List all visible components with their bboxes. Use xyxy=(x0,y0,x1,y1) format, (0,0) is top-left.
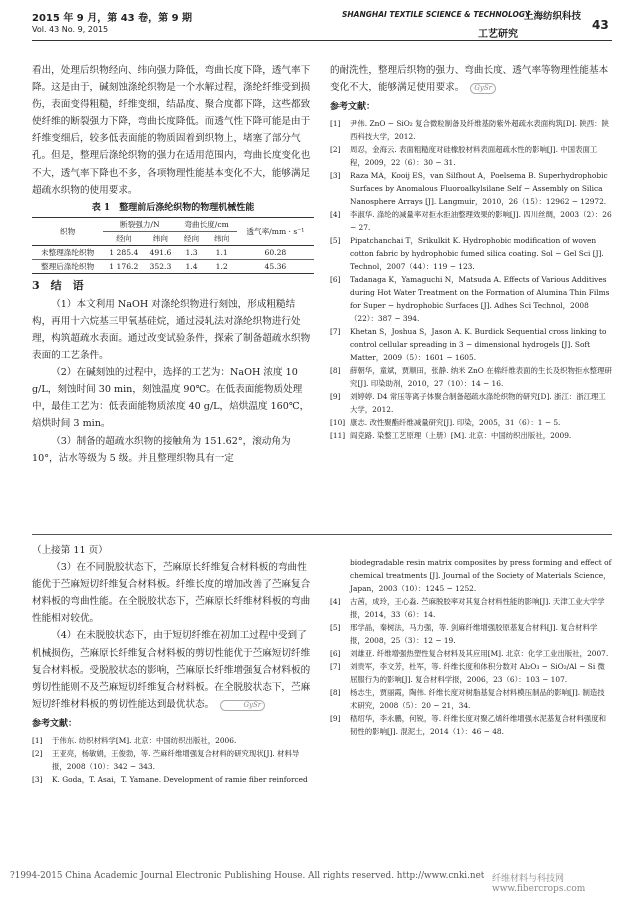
reference-list xyxy=(32,734,314,786)
th-warp: 经向 xyxy=(183,233,200,243)
ref-number: [3] xyxy=(330,171,341,181)
cell-value: 1.1 xyxy=(215,247,228,257)
reference-item xyxy=(330,647,612,660)
reference-item xyxy=(330,556,612,595)
section-title: 3 结 语 xyxy=(32,278,84,292)
ref-number: [9] xyxy=(330,714,341,723)
reference-item xyxy=(330,712,612,738)
reference-item xyxy=(330,416,612,429)
ref-text: 李淑华. 涤纶的减量率对拒水拒油整理效果的影响[J]. 四川丝绸，2003（2）：26 − 27. xyxy=(350,210,612,233)
ref-text: 邢学晶，秦树法，马力强，等. 剑麻纤维增强胶原基复合材料[J]. 复合材料学报，2008，25（3）：12 − 19. xyxy=(350,623,598,645)
lower-right-column xyxy=(330,556,612,738)
reference-item xyxy=(32,747,314,773)
cell-value: 1.4 xyxy=(185,261,198,271)
references-title: 参考文献： xyxy=(330,102,376,113)
reference-item xyxy=(330,621,612,647)
body-paragraph: 看出，处理后织物经向、纬向强力降低，弯曲长度下降，透气率下降。这是由于，碱刻蚀涤纶织物是一个水解过程，涤纶纤维受到损伤，表面变得粗糙，纤维变细，结晶度、聚合度都下降，这些都致使纤维的断裂强力下降，弯曲长度降低。而透气性下降可能是由于纤维变细后，较多低表面能的物质固着到织物上，堵塞了部分气孔。但是，整理后涤纶织物的强力在适用范围内，弯曲长度变化也不大，透气率下降也不多，各项物理性能基本变化不大，能够满足超疏水织物的使用要求。 xyxy=(32,65,311,196)
th-strength: 断裂强力/N xyxy=(103,217,176,231)
reference-item xyxy=(330,234,612,273)
reference-item xyxy=(330,390,612,416)
section-label: 工艺研究 xyxy=(478,29,518,40)
reference-item xyxy=(330,364,612,390)
cell-value: 1 285.4 xyxy=(109,247,139,257)
ref-text: Raza MA，Kooij ES，van Silfhout A，Poelsema B. Superhydrophobic Surfaces by Anomalous Fluoroalkylsilane Self − Assembly on Silica Nanosphere Arrays [J]. Langmuir，2010，26（15）：12962 − 12972. xyxy=(350,171,608,207)
ref-number xyxy=(330,556,350,595)
header-rule xyxy=(32,40,612,41)
th-weft: 纬向 xyxy=(214,233,230,243)
reference-item xyxy=(32,773,314,786)
watermark-text: 纤维材料与科技网 www.fibercrops.com xyxy=(492,874,586,894)
ref-text: Tadanaga K，Yamaguchi N，Matsuda A. Effects of Various Additives during Hot Water Treatment on the Formation of Alumina Thin Films for Super − hydrophobic Surfaces [J]. Adhes Sci Technol，2008（22）：387 − 394. xyxy=(350,275,610,324)
ref-number: [2] xyxy=(330,145,341,155)
reference-item xyxy=(330,429,612,442)
th-warp: 经向 xyxy=(116,233,132,243)
body-text: （4）在未脱胶状态下，由于短切纤维在初加工过程中受到了机械损伤，苎麻原长纤维复合材料板的剪切性能优于苎麻短切纤维复合材料板。受脱胶状态的影响，苎麻原长纤维增强复合材料板的剪切性能则不及苎麻短切纤维复合材料板。在全脱胶状态下，苎麻短切纤维材料板的剪切性能达到最优状态。 xyxy=(32,630,311,710)
ref-text: 嵇绍华，李永鹏，何锐，等. 纤维长度对聚乙烯纤维增强水泥基复合材料强度和韧性的影响[J]. 混泥土，2014（1）：46 − 48. xyxy=(350,714,606,736)
body-paragraph xyxy=(330,62,612,96)
cell-value: 45.36 xyxy=(264,261,287,271)
reference-item xyxy=(330,660,612,686)
ref-text: 古茜，成玲，王心淼. 苎麻脱胶率对其复合材料性能的影响[J]. 天津工业大学学报，2014，33（6）：14. xyxy=(350,597,605,619)
reference-item xyxy=(330,169,612,208)
reference-list xyxy=(330,117,612,442)
ref-text: 杨志生，贾丽霞，陶伟. 纤维长度对树脂基复合材料模压制品的影响[J]. 制造技术研究，2008（5）：20 − 21，34. xyxy=(350,688,605,710)
cell-name: 未整理涤纶织物 xyxy=(41,247,95,257)
journal-en: SHANGHAI TEXTILE SCIENCE & TECHNOLOGY xyxy=(342,10,531,19)
ref-text: 刘贵军，李文芳，杜军，等. 纤维长度和体积分数对 Al₂O₃ − SiO₂/Al − Si 微屈服行为的影响[J]. 复合材料学报，2006，23（6）：103 − 107. xyxy=(350,662,605,684)
running-header xyxy=(32,6,612,40)
reference-item xyxy=(330,325,612,364)
ref-number: [3] xyxy=(32,774,43,784)
reference-item xyxy=(330,595,612,621)
journal-logo: GySr xyxy=(220,700,265,711)
ref-number: [9] xyxy=(330,392,341,402)
th-fabric: 织物 xyxy=(32,217,103,245)
lower-left-column xyxy=(32,542,314,786)
ref-text: Khetan S，Joshua S，Jason A. K. Burdick Sequential cross linking to control cellular spreading in 3 − dimensional hydrogels [J]. Soft Matter，2009（5）：1601 − 1605. xyxy=(350,327,607,363)
references-title: 参考文献： xyxy=(32,718,78,729)
ref-text: 薛朝华，童斌，贾顺田，张静. 纳米 ZnO 在棉纤维表面的生长及织物拒水整理研究[J]. 印染助剂，2010，27（10）：14 − 16. xyxy=(350,366,612,389)
property-table xyxy=(32,217,314,274)
ref-number: [2] xyxy=(32,748,43,758)
reference-item xyxy=(330,208,612,234)
cell-value: 1.3 xyxy=(185,247,198,257)
conclusion-1: （1）本文利用 NaOH 对涤纶织物进行刻蚀，形成粗糙结构，再用十六烷基三甲氧基硅烷，通过浸轧法对涤纶织物进行处理，构筑超疏水表面。通过改变试验条件，探索了制备超疏水织物表面的工艺条件。 xyxy=(32,298,311,362)
conclusion-3: （3）制备的超疏水织物的接触角为 151.62°，滚动角为 10°，沾水等级为 5 级。并且整理织物具有一定 xyxy=(32,435,291,464)
ref-text: 康志. 改性聚酯纤维减量研究[J]. 印染，2005，31（6）：1 − 5. xyxy=(350,418,561,428)
cell-value: 491.6 xyxy=(149,247,172,257)
reference-item xyxy=(330,686,612,712)
upper-right-column xyxy=(330,62,612,442)
journal-cn: 上海纺织科技 xyxy=(524,11,582,22)
table-row xyxy=(32,259,314,273)
reference-item xyxy=(330,143,612,169)
ref-number: [4] xyxy=(330,597,341,606)
ref-number: [6] xyxy=(330,275,341,285)
ref-number: [1] xyxy=(32,735,43,745)
conclusion-2: （2）在碱刻蚀的过程中，选择的工艺为：NaOH 浓度 10 g/L，刻蚀时间 30 min，刻蚀温度 90℃。在低表面能物质处理中，最佳工艺为：低表面能物质浓度 40 g/L，焙烘温度 160℃，焙烘时间 3 min。 xyxy=(32,367,310,430)
ref-number: [4] xyxy=(330,210,341,220)
ref-number: [1] xyxy=(330,119,341,129)
ref-number: [5] xyxy=(330,623,341,632)
ref-text: 尹伟. ZnO − SiO₂ 复合微粒制备及纤维基防紫外超疏水表面构筑[D]. 陕西：陕西科技大学，2012. xyxy=(350,119,609,142)
ref-number: [5] xyxy=(330,236,341,246)
ref-number: [6] xyxy=(330,649,341,658)
ref-number: [10] xyxy=(330,418,346,428)
ref-text: 刘雄亚. 纤维增强热塑性复合材料及其应用[M]. 北京：化学工业出版社，2007. xyxy=(350,649,609,658)
cell-name: 整理后涤纶织物 xyxy=(41,261,95,271)
cell-value: 60.28 xyxy=(264,247,287,257)
ref-number: [8] xyxy=(330,688,341,697)
reference-list xyxy=(330,556,612,738)
th-bend: 弯曲长度/cm xyxy=(176,217,236,231)
ref-number: [7] xyxy=(330,662,341,671)
copyright-text: ?1994-2015 China Academic Journal Electronic Publishing House. All rights reserved. http://www.cnki.net xyxy=(10,871,485,881)
cell-value: 1.2 xyxy=(215,261,228,271)
page-number: 43 xyxy=(592,18,609,32)
page-footer xyxy=(10,871,630,894)
reference-item xyxy=(330,273,612,325)
article-separator xyxy=(32,534,612,535)
th-air: 透气率/mm · s⁻¹ xyxy=(237,217,314,245)
ref-text: 周忍，金海云. 表面粗糙度对硅橡胶材料表面超疏水性的影响[J]. 中国表面工程，2009，22（6）：30 − 31. xyxy=(350,145,598,168)
ref-text: biodegradable resin matrix composites by press forming and effect of chemical treatments [J]. Journal of the Society of Materials Science，Japan，2003（10）：1245 − 1252. xyxy=(350,558,612,593)
reference-item xyxy=(32,734,314,747)
th-weft: 纬向 xyxy=(152,233,168,243)
body-paragraph: （3）在不同脱胶状态下，苎麻原长纤维复合材料板的弯曲性能优于苎麻短切纤维复合材料板。纤维长度的增加改善了苎麻复合材料板的弯曲性能。在全脱胶状态下，苎麻原长纤维材料板的弯曲性能相对较优。 xyxy=(32,562,311,625)
ref-number: [8] xyxy=(330,366,341,376)
ref-number: [11] xyxy=(330,431,346,441)
ref-text: Pipatchanchai T，Srikulkit K. Hydrophobic modification of woven cotton fabric by hydrophobic fumed silica coating. Sol − Gel Sci [J]. Technol，2007（44）：119 − 123. xyxy=(350,236,604,272)
upper-left-column xyxy=(32,62,314,467)
ref-number: [7] xyxy=(330,327,341,337)
continuation-note: （上接第 11 页） xyxy=(32,545,108,556)
issue-en: Vol. 43 No. 9, 2015 xyxy=(32,25,109,34)
reference-item xyxy=(330,117,612,143)
body-paragraph xyxy=(32,627,314,712)
ref-text: 王亚亮，杨敏娟，王俊勃，等. 苎麻纤维增强复合材料的研究现状[J]. 材料导报，2008（10）：342 − 343. xyxy=(52,748,300,771)
cell-value: 352.3 xyxy=(149,261,172,271)
issue-cn: 2015 年 9 月，第 43 卷，第 9 期 xyxy=(32,13,193,24)
ref-text: 阎克路. 染整工艺原理（上册）[M]. 北京：中国纺织出版社，2009. xyxy=(350,431,572,441)
ref-text: 于伟东. 纺织材料学[M]. 北京：中国纺织出版社，2006. xyxy=(52,735,237,745)
table-title: 表 1 整理前后涤纶织物的物理机械性能 xyxy=(91,202,255,213)
journal-logo: GySr xyxy=(470,83,496,94)
table-row xyxy=(32,245,314,259)
cell-value: 1 176.2 xyxy=(109,261,139,271)
body-text: 的耐洗性，整理后织物的强力、弯曲长度、透气率等物理性能基本变化不大，能够满足使用要求。 xyxy=(330,65,609,94)
ref-text: K. Goda，T. Asai，T. Yamane. Development of ramie fiber reinforced xyxy=(52,774,308,784)
ref-text: 刘婷婷. D4 常压等离子体聚合制备超疏水涤纶织物的研究[D]. 浙江：浙江理工大学，2012. xyxy=(350,392,606,415)
